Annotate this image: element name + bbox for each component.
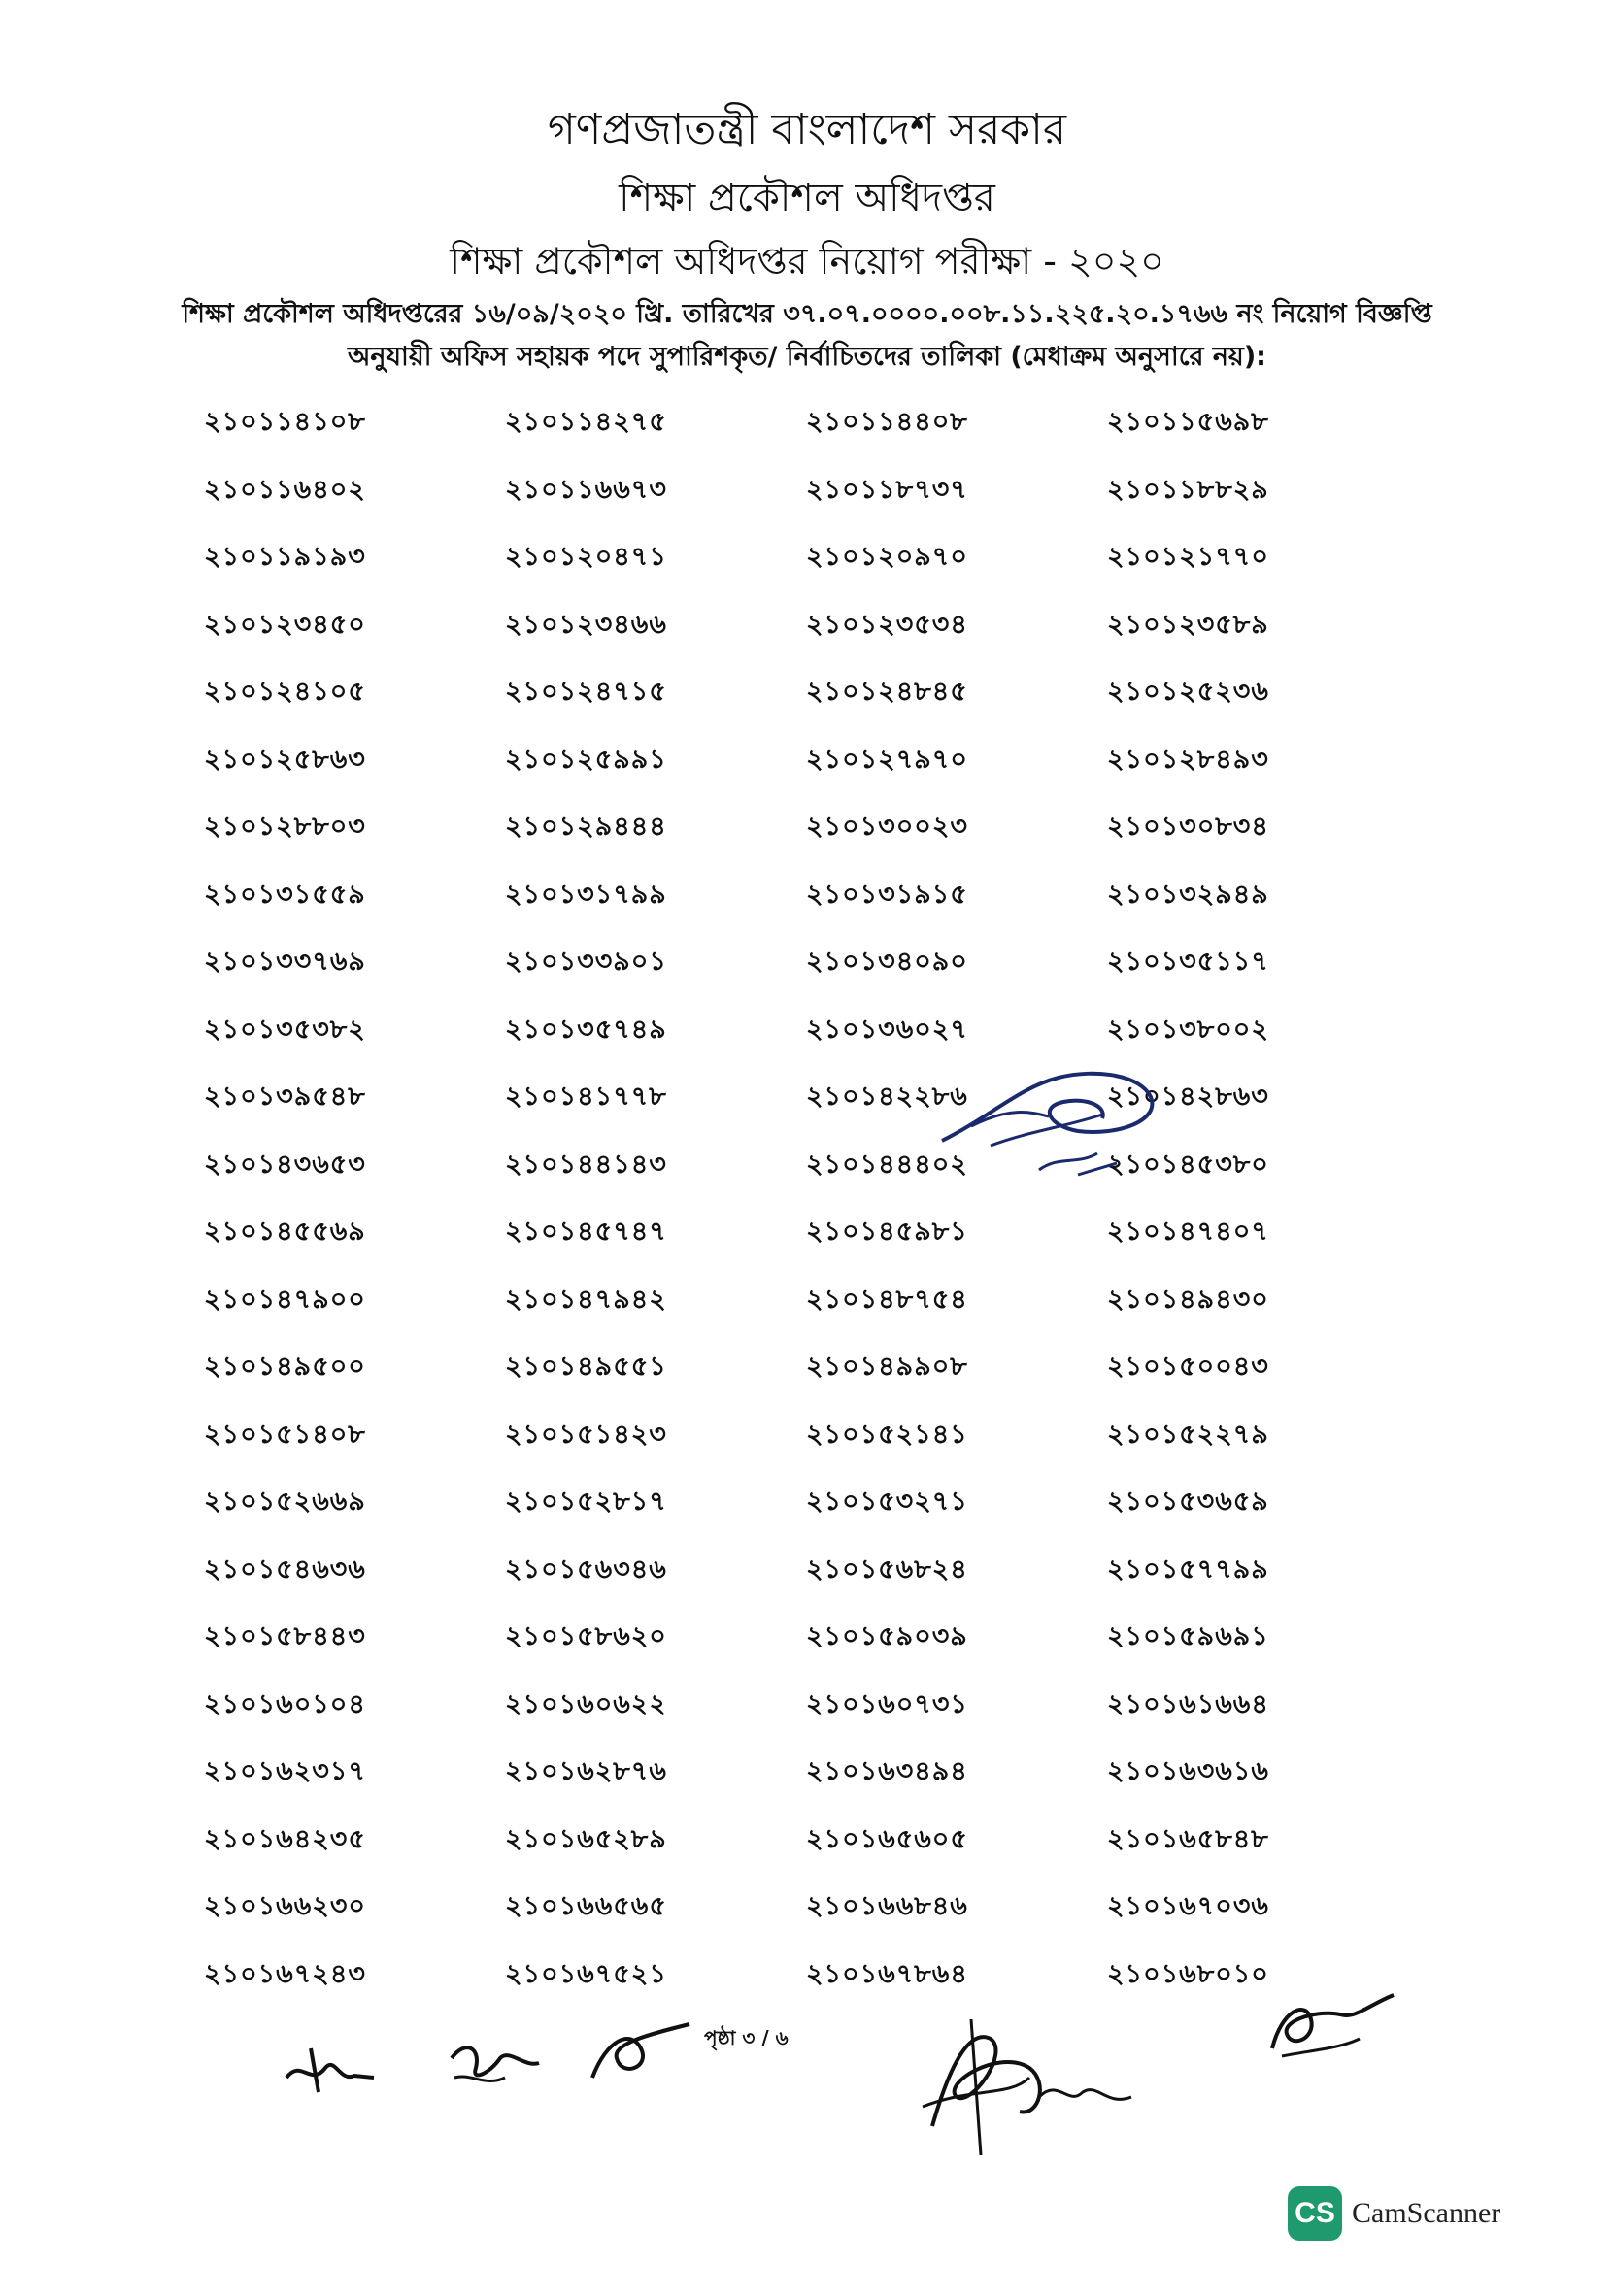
signature-4 [913, 2000, 1146, 2165]
roll-number-cell: ২১০১৬৭৫২১ [505, 1958, 667, 1989]
roll-number-cell: ২১০১৩৩৭৬৯ [204, 947, 366, 977]
header-exam-title: শিক্ষা প্রকৌশল অধিদপ্তর নিয়োগ পরীক্ষা - ২০২০ [450, 240, 1164, 283]
roll-number-cell: ২১০১৪৮৭৫৪ [806, 1283, 968, 1314]
roll-number-cell: ২১০১২৫৯৯১ [505, 744, 667, 775]
roll-number-cell: ২১০১১৯১৯৩ [204, 542, 366, 572]
roll-number-cell: ২১০১৬৬৫৬৫ [505, 1891, 667, 1921]
roll-number-cell: ২১০১১৬৪০২ [204, 474, 366, 505]
roll-number-cell: ২১০১৪৫৭৪৭ [505, 1216, 667, 1247]
roll-number-cell: ২১০১৪৫৫৬৯ [204, 1216, 366, 1247]
roll-number-cell: ২১০১৩১৫৫৯ [204, 879, 366, 910]
roll-number-cell: ২১০১৫২১৪১ [806, 1418, 968, 1449]
roll-number-cell: ২১০১২৯৪৪৪ [505, 812, 667, 842]
roll-number-cell: ২১০১২১৭৭০ [1107, 542, 1269, 572]
signature-row [0, 1980, 1614, 2175]
roll-number-cell: ২১০১১৮৭৩৭ [806, 474, 968, 505]
roll-number-table [204, 403, 1408, 2022]
roll-number-cell: ২১০১১৮৮২৯ [1107, 474, 1269, 505]
roll-number-cell: ২১০১৪২২৮৬ [806, 1081, 968, 1112]
roll-number-cell: ২১০১৬৪২৩৫ [204, 1823, 366, 1854]
signature-5 [1262, 1980, 1398, 2068]
roll-number-cell: ২১০১৩৫১১৭ [1107, 947, 1269, 977]
roll-number-cell: ২১০১৪৪৪০২ [806, 1148, 968, 1180]
roll-number-cell: ২১০১৩৬০২৭ [806, 1014, 968, 1045]
roll-number-cell: ২১০১৩০৮৩৪ [1107, 812, 1269, 842]
roll-number-cell: ২১০১২৩৪৫০ [204, 609, 366, 640]
roll-number-cell: ২১০১৫৯০৩৯ [806, 1621, 968, 1651]
roll-number-cell: ২১০১৫২৬৬৯ [204, 1486, 366, 1516]
camscanner-name: CamScanner [1352, 2197, 1501, 2229]
camscanner-watermark [1288, 2186, 1500, 2241]
notice-line-2: অনুযায়ী অফিস সহায়ক পদে সুপারিশকৃত/ নির্বাচিতদের তালিকা (মেধাক্রম অনুসারে নয়): [348, 342, 1266, 372]
roll-number-cell: ২১০১৬৬২৩০ [204, 1891, 366, 1921]
roll-number-cell: ২১০১৬৩৪৯৪ [806, 1756, 968, 1786]
roll-number-cell: ২১০১৩৫৭৪৯ [505, 1014, 667, 1045]
roll-number-cell: ২১০১১৬৬৭৩ [505, 474, 667, 505]
roll-number-cell: ২১০১৬৬৮৪৬ [806, 1891, 968, 1921]
roll-number-cell: ২১০১৫৪৬৩৬ [204, 1553, 366, 1584]
roll-number-cell: ২১০১৩০০২৩ [806, 812, 968, 842]
signature-3 [583, 2019, 699, 2097]
header-department: শিক্ষা প্রকৌশল অধিদপ্তর [619, 176, 995, 220]
roll-number-cell: ২১০১৩৪০৯০ [806, 947, 968, 977]
roll-number-cell: ২১০১২০৯৭০ [806, 542, 968, 572]
roll-number-cell: ২১০১৩৯৫৪৮ [204, 1081, 366, 1112]
roll-number-cell: ২১০১২৩৫৩৪ [806, 609, 968, 640]
roll-number-cell: ২১০১৫৩২৭১ [806, 1486, 968, 1516]
roll-number-cell: ২১০১১৫৬৯৮ [1107, 407, 1269, 437]
roll-number-cell: ২১০১২৫৮৬৩ [204, 744, 366, 775]
page-number: পৃষ্ঠা ৩ / ৬ [704, 2026, 789, 2049]
roll-number-cell: ২১০১২০৪৭১ [505, 542, 667, 572]
header-government: গণপ্রজাতন্ত্রী বাংলাদেশ সরকার [547, 105, 1067, 154]
roll-number-cell: ২১০১৬৫২৮৯ [505, 1823, 667, 1854]
roll-number-cell: ২১০১২৮৪৯৩ [1107, 744, 1269, 775]
roll-number-cell: ২১০১৬১৬৬৪ [1107, 1688, 1269, 1719]
roll-number-cell: ২১০১৩৮০০২ [1107, 1014, 1269, 1045]
roll-number-cell: ২১০১৫১৪২৩ [505, 1418, 667, 1449]
roll-number-cell: ২১০১৬০৬২২ [505, 1688, 667, 1719]
roll-number-cell: ২১০১২৪১০৫ [204, 677, 366, 707]
roll-number-cell: ২১০১৩১৭৯৯ [505, 879, 667, 910]
roll-number-cell: ২১০১৪২৮৬৩ [1107, 1081, 1269, 1112]
roll-number-cell: ২১০১৩৩৯০১ [505, 947, 667, 977]
roll-number-cell: ২১০১৬৭৮৬৪ [806, 1958, 968, 1989]
roll-number-cell: ২১০১৫২৮১৭ [505, 1486, 667, 1516]
roll-number-cell: ২১০১৪৯৪৩০ [1107, 1283, 1269, 1314]
roll-number-cell: ২১০১৪৫৩৮০ [1107, 1148, 1269, 1180]
camscanner-logo-icon: CS [1288, 2186, 1342, 2241]
roll-number-cell: ২১০১৬৭২৪৩ [204, 1958, 366, 1989]
roll-number-cell: ২১০১২৫২৩৬ [1107, 677, 1269, 707]
roll-number-cell: ২১০১৬৭০৩৬ [1107, 1891, 1269, 1921]
notice-line-1: শিক্ষা প্রকৌশল অধিদপ্তরের ১৬/০৯/২০২০ খ্রি. তারিখের ৩৭.০৭.০০০০.০০৮.১১.২২৫.২০.১৭৬৬ নং নিয়োগ বিজ্ঞপ্তি [182, 299, 1432, 329]
roll-number-cell: ২১০১৪৯৫০০ [204, 1351, 366, 1381]
roll-number-cell: ২১০১১৪২৭৫ [505, 407, 667, 437]
roll-number-cell: ২১০১৬০১০৪ [204, 1688, 366, 1719]
roll-number-cell: ২১০১৪৭৯০০ [204, 1283, 366, 1314]
roll-number-cell: ২১০১৬২৩১৭ [204, 1756, 366, 1786]
roll-number-cell: ২১০১৫৮৬২০ [505, 1621, 667, 1651]
roll-number-cell: ২১০১২৪৮৪৫ [806, 677, 968, 707]
roll-number-cell: ২১০১৫০০৪৩ [1107, 1351, 1269, 1381]
roll-number-cell: ২১০১৬৩৬১৬ [1107, 1756, 1269, 1786]
roll-number-cell: ২১০১৫৭৭৯৯ [1107, 1553, 1269, 1584]
roll-number-cell: ২১০১৪১৭৭৮ [505, 1081, 667, 1112]
roll-number-cell: ২১০১৬২৮৭৬ [505, 1756, 667, 1786]
roll-number-cell: ২১০১৫৬৩৪৬ [505, 1553, 667, 1584]
roll-number-cell: ২১০১৫৯৬৯১ [1107, 1621, 1269, 1651]
roll-number-cell: ২১০১৩২৯৪৯ [1107, 879, 1269, 910]
signature-stamp [932, 1048, 1185, 1184]
roll-number-cell: ২১০১৪৩৬৫৩ [204, 1148, 366, 1180]
roll-number-cell: ২১০১৩১৯১৫ [806, 879, 968, 910]
roll-number-cell: ২১০১৪৪১৪৩ [505, 1148, 667, 1180]
roll-number-cell: ২১০১৫৬৮২৪ [806, 1553, 968, 1584]
roll-number-cell: ২১০১৫২২৭৯ [1107, 1418, 1269, 1449]
roll-number-cell: ২১০১৬৫৬০৫ [806, 1823, 968, 1854]
roll-number-cell: ২১০১২৭৯৭০ [806, 744, 968, 775]
roll-number-cell: ২১০১৬০৭৩১ [806, 1688, 968, 1719]
roll-number-cell: ২১০১৪৫৯৮১ [806, 1216, 968, 1247]
roll-number-cell: ২১০১১৪৪০৮ [806, 407, 968, 437]
roll-number-cell: ২১০১২৪৭১৫ [505, 677, 667, 707]
notice-text [146, 293, 1468, 379]
roll-number-cell: ২১০১৩৫৩৮২ [204, 1014, 366, 1045]
roll-number-cell: ২১০১২৩৫৮৯ [1107, 609, 1269, 640]
roll-number-cell: ২১০১২৮৮০৩ [204, 812, 366, 842]
roll-number-cell: ২১০১৬৮০১০ [1107, 1958, 1269, 1989]
roll-number-cell: ২১০১৫৮৪৪৩ [204, 1621, 366, 1651]
roll-number-cell: ২১০১৪৭৯৪২ [505, 1283, 667, 1314]
roll-number-cell: ২১০১৫১৪০৮ [204, 1418, 366, 1449]
roll-number-cell: ২১০১৪৯৯০৮ [806, 1351, 968, 1381]
signature-1 [282, 2039, 379, 2097]
roll-number-cell: ২১০১২৩৪৬৬ [505, 609, 667, 640]
roll-number-cell: ২১০১৬৫৮৪৮ [1107, 1823, 1269, 1854]
signature-2 [447, 2029, 544, 2097]
roll-number-cell: ২১০১১৪১০৮ [204, 407, 366, 437]
roll-number-cell: ২১০১৫৩৬৫৯ [1107, 1486, 1269, 1516]
roll-number-cell: ২১০১৪৯৫৫১ [505, 1351, 667, 1381]
roll-number-cell: ২১০১৪৭৪০৭ [1107, 1216, 1269, 1247]
